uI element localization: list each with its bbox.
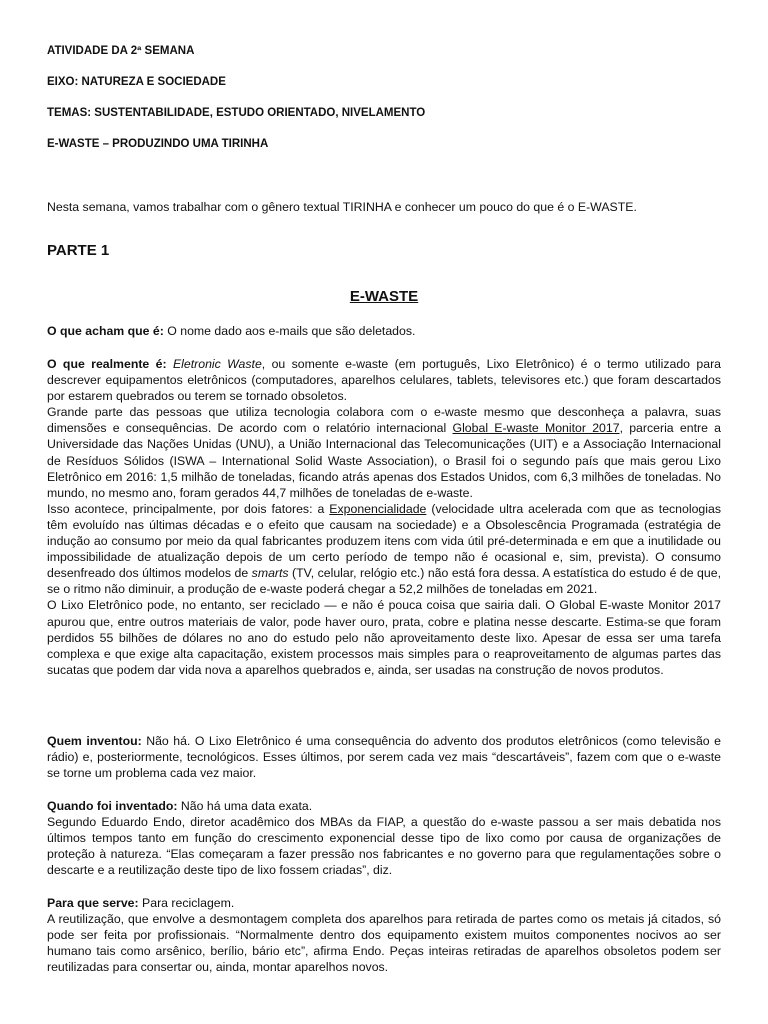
who-invented-paragraph: Quem inventou: Não há. O Lixo Eletrônico é uma consequência do advento dos produtos eletrônicos (como televisão e rádio) e, posteriormente, tecnológicos. Esses últimos, por serem cada vez mais “descartáveis”, fazem com que o e-waste se torne um problema cada vez maior. (47, 734, 721, 781)
statistics-paragraph: Grande parte das pessoas que utiliza tecnologia colabora com o e-waste mesmo que desconheça a palavra, suas dimensões e consequências. De acordo com o relatório internacional Global E-waste Monitor 2017, parceria entre a Universidade das Nações Unidas (UNU), a União Internacional das Telecomunicações (UIT) e a Associação Internacional de Resíduos Sólidos (ISWA – International Solid Waste Association), o Brasil foi o segundo país que mais gerou Lixo Eletrônico em 2016: 1,5 milhão de toneladas, ficando atrás apenas dos Estados Unidos, com 6,3 milhões de toneladas. No mundo, no mesmo ano, foram gerados 44,7 milhões de toneladas de e-waste. (47, 405, 721, 500)
definition-italic-term: Eletronic Waste (172, 357, 262, 371)
causes-paragraph: Isso acontece, principalmente, por dois fatores: a Exponencialidade (velocidade ultra acelerada com que as tecnologias têm evoluído nas últimas décadas e o efeito que causam na sociedade) e a Obsolescência Programada (estratégia de indução ao consumo por meio da qual fabricantes produzem itens com vida útil pré-determinada e em que a inutilidade ou impossibilidade de atualização depois de um certo período de tempo não é ocasional e, sim, prevista). O consumo desenfreado dos últimos modelos de smarts (TV, celular, relógio etc.) não está fora dessa. A estatística do estudo é de que, se o ritmo não diminuir, a produção de e-waste poderá chegar a 52,2 milhões de toneladas em 2021. (47, 501, 721, 597)
purpose-label: Para que serve: (47, 896, 139, 910)
document-title: E-WASTE (349, 288, 419, 305)
purpose-block (47, 895, 721, 975)
report-link[interactable]: Global E-waste Monitor 2017 (452, 421, 620, 436)
definition-paragraph: O que realmente é: Eletronic Waste, ou somente e-waste (em português, Lixo Eletrônico) é o termo utilizado para descrever equipamentos eletrônicos (computadores, aparelhos celulares, tablets, televisores etc.) que foram descartados por estarem quebrados ou terem se tornado obsoletos. (47, 357, 721, 404)
section-heading: PARTE 1 (47, 242, 110, 259)
when-invented-label: Quando foi inventado: (47, 799, 178, 813)
definition-block (47, 356, 721, 678)
exponencialidade-link[interactable]: Exponencialidade (329, 501, 427, 516)
what-you-think-text: O nome dado aos e-mails que são deletados. (163, 324, 416, 338)
recycling-paragraph: O Lixo Eletrônico pode, no entanto, ser reciclado — e não é pouca coisa que sairia dali. O Global E-waste Monitor 2017 apurou que, entre outros materiais de valor, pode haver ouro, prata, cobre e platina nesse descarte. Estima-se que foram perdidos 55 bilhões de dólares no ano do estudo pelo não aproveitamento deste lixo. Apesar de essa ser uma tarefa complexa e que exige alta capacitação, existem processos mais simples para o reaproveitamento de algumas partes das sucatas que podem dar vida nova a aparelhos quebrados e, ainda, ser usadas na construção de novos produtos. (47, 598, 721, 677)
header-activity: ATIVIDADE DA 2ª SEMANA (47, 45, 195, 57)
what-you-think-paragraph (47, 323, 721, 339)
header-themes: TEMAS: SUSTENTABILIDADE, ESTUDO ORIENTADO, NIVELAMENTO (47, 107, 426, 119)
when-invented-block (47, 798, 721, 878)
who-invented-label: Quem inventou: (47, 734, 142, 748)
header-topic: E-WASTE – PRODUZINDO UMA TIRINHA (47, 138, 269, 150)
endo-paragraph: Segundo Eduardo Endo, diretor acadêmico dos MBAs da FIAP, a questão do e-waste passou a ser mais debatida nos últimos tempos tanto em função do crescimento exponencial desse tipo de lixo como por causa de organizações de proteção à natureza. “Elas começaram a fazer pressão nos fabricantes e no governo para que regulamentações sobre o descarte e a reutilização deste tipo de lixo fossem criadas”, diz. (47, 815, 721, 878)
purpose-paragraph: Para que serve: Para reciclagem. (47, 896, 235, 910)
definition-label: O que realmente é: (47, 357, 167, 371)
when-invented-paragraph: Quando foi inventado: Não há uma data exata. (47, 799, 313, 813)
what-you-think-label: O que acham que é: (47, 324, 164, 338)
reuse-paragraph: A reutilização, que envolve a desmontagem completa dos aparelhos para retirada de partes como os metais já citados, só pode ser feita por profissionais. “Normalmente dentro dos equipamento existem muitos componentes nocivos ao ser humano tais como arsênico, berílio, bário etc”, afirma Endo. Peças inteiras retiradas de aparelhos obsoletos podem ser reutilizadas para consertar ou, ainda, montar aparelhos novos. (47, 912, 721, 975)
smarts-term: smarts (251, 566, 289, 581)
header-axis: EIXO: NATUREZA E SOCIEDADE (47, 76, 226, 88)
intro-paragraph: Nesta semana, vamos trabalhar com o gênero textual TIRINHA e conhecer um pouco do que é o E-WASTE. (47, 200, 637, 214)
